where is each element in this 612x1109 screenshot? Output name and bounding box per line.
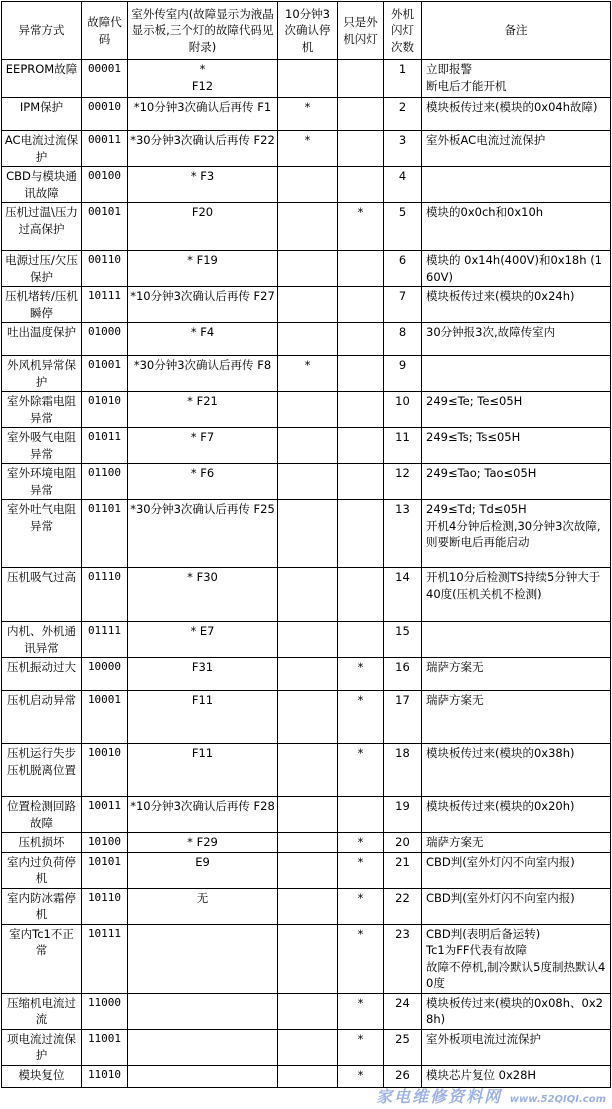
table-row bbox=[2, 691, 611, 744]
row-code: 01101 bbox=[82, 500, 128, 568]
row-code: 11000 bbox=[82, 993, 128, 1029]
row-flash-mark bbox=[338, 251, 384, 287]
row-code: 11010 bbox=[82, 1065, 128, 1087]
row-flash-mark bbox=[338, 622, 384, 658]
fault-code-table bbox=[1, 1, 611, 1088]
row-flash-mark bbox=[338, 131, 384, 167]
row-indoor-code bbox=[128, 993, 278, 1029]
row-code: 00010 bbox=[82, 98, 128, 131]
row-stop-mark bbox=[278, 203, 338, 251]
table-row bbox=[2, 98, 611, 131]
row-mode: 压机堵转/压机瞬停 bbox=[2, 287, 82, 323]
row-flash-mark bbox=[338, 60, 384, 98]
row-code: 00100 bbox=[82, 167, 128, 203]
row-note: 模块板传过来(模块的0x24h) bbox=[422, 287, 611, 323]
row-mode: 压缩机电流过流 bbox=[2, 993, 82, 1029]
row-mode: 内机、外机通讯异常 bbox=[2, 622, 82, 658]
row-code: 00001 bbox=[82, 60, 128, 98]
row-indoor-code bbox=[128, 1065, 278, 1087]
row-flash-count: 12 bbox=[384, 464, 422, 500]
header-stop: 10分钟3次确认停机 bbox=[278, 2, 338, 60]
row-flash-count: 8 bbox=[384, 323, 422, 356]
row-indoor-code: * F12 bbox=[128, 60, 278, 98]
row-stop-mark bbox=[278, 993, 338, 1029]
row-code: 10001 bbox=[82, 691, 128, 744]
watermark-url: www.52QIQI.com bbox=[509, 1094, 606, 1105]
row-indoor-code: *30分钟3次确认后再传 F22 bbox=[128, 131, 278, 167]
row-flash-count: 24 bbox=[384, 993, 422, 1029]
row-flash-mark bbox=[338, 287, 384, 323]
row-stop-mark bbox=[278, 833, 338, 853]
row-note: 室外板AC电流过流保护 bbox=[422, 131, 611, 167]
row-code: 01000 bbox=[82, 323, 128, 356]
header-flash: 只是外机闪灯 bbox=[338, 2, 384, 60]
row-note bbox=[422, 356, 611, 392]
row-flash-count: 4 bbox=[384, 167, 422, 203]
row-mode: EEPROM故障 bbox=[2, 60, 82, 98]
row-code: 01110 bbox=[82, 568, 128, 622]
row-flash-mark: * bbox=[338, 924, 384, 993]
row-flash-mark: * bbox=[338, 658, 384, 691]
table-row bbox=[2, 500, 611, 568]
row-flash-mark bbox=[338, 323, 384, 356]
row-code: 10111 bbox=[82, 924, 128, 993]
row-indoor-code: F11 bbox=[128, 691, 278, 744]
row-stop-mark bbox=[278, 1029, 338, 1065]
row-code: 00110 bbox=[82, 251, 128, 287]
row-indoor-code: *30分钟3次确认后再传 F8 bbox=[128, 356, 278, 392]
table-row bbox=[2, 888, 611, 924]
row-indoor-code: * F30 bbox=[128, 568, 278, 622]
table-row bbox=[2, 1029, 611, 1065]
row-note: 模块板传过来(模块的0x38h) bbox=[422, 744, 611, 797]
row-note: 模块的0x0ch和0x10h bbox=[422, 203, 611, 251]
row-code: 10101 bbox=[82, 852, 128, 888]
row-stop-mark bbox=[278, 924, 338, 993]
row-stop-mark bbox=[278, 167, 338, 203]
table-row bbox=[2, 833, 611, 853]
row-indoor-code: * F4 bbox=[128, 323, 278, 356]
header-count: 外机闪灯次数 bbox=[384, 2, 422, 60]
row-indoor-code: * E7 bbox=[128, 622, 278, 658]
row-flash-count: 6 bbox=[384, 251, 422, 287]
row-flash-count: 26 bbox=[384, 1065, 422, 1087]
row-stop-mark: * bbox=[278, 131, 338, 167]
row-indoor-code: *30分钟3次确认后再传 F25 bbox=[128, 500, 278, 568]
row-flash-mark: * bbox=[338, 1029, 384, 1065]
row-stop-mark bbox=[278, 500, 338, 568]
table-row bbox=[2, 568, 611, 622]
row-flash-mark bbox=[338, 464, 384, 500]
table-row bbox=[2, 203, 611, 251]
row-note: 模块板传过来(模块的0x08h、0x28h) bbox=[422, 993, 611, 1029]
row-note: 249≤Ts; Ts≤05H bbox=[422, 428, 611, 464]
table-row bbox=[2, 323, 611, 356]
row-stop-mark bbox=[278, 658, 338, 691]
row-mode: 室内Tc1不正常 bbox=[2, 924, 82, 993]
table-row bbox=[2, 356, 611, 392]
row-note: 249≤Tao; Tao≤05H bbox=[422, 464, 611, 500]
row-indoor-code: *10分钟3次确认后再传 F27 bbox=[128, 287, 278, 323]
row-indoor-code: E9 bbox=[128, 852, 278, 888]
row-flash-mark bbox=[338, 428, 384, 464]
row-code: 01001 bbox=[82, 356, 128, 392]
row-note: 瑞萨方案无 bbox=[422, 691, 611, 744]
row-indoor-code bbox=[128, 924, 278, 993]
row-code: 01100 bbox=[82, 464, 128, 500]
row-stop-mark bbox=[278, 323, 338, 356]
row-code: 10000 bbox=[82, 658, 128, 691]
row-code: 11001 bbox=[82, 1029, 128, 1065]
row-flash-count: 3 bbox=[384, 131, 422, 167]
row-stop-mark bbox=[278, 392, 338, 428]
row-note: 模块芯片复位 0x28H bbox=[422, 1065, 611, 1087]
row-flash-mark bbox=[338, 98, 384, 131]
row-mode: 压机损坏 bbox=[2, 833, 82, 853]
row-code: 01111 bbox=[82, 622, 128, 658]
site-watermark bbox=[376, 1084, 606, 1107]
row-code: 10100 bbox=[82, 833, 128, 853]
row-note: 室外板项电流过流保护 bbox=[422, 1029, 611, 1065]
row-code: 00011 bbox=[82, 131, 128, 167]
table-row bbox=[2, 131, 611, 167]
row-indoor-code: * F29 bbox=[128, 833, 278, 853]
header-code: 故障代码 bbox=[82, 2, 128, 60]
row-flash-mark: * bbox=[338, 888, 384, 924]
row-flash-mark bbox=[338, 568, 384, 622]
row-mode: 压机吸气过高 bbox=[2, 568, 82, 622]
table-row bbox=[2, 392, 611, 428]
table-row bbox=[2, 464, 611, 500]
row-flash-mark: * bbox=[338, 744, 384, 797]
table-row bbox=[2, 60, 611, 98]
row-indoor-code: F31 bbox=[128, 658, 278, 691]
row-note: 开机10分后检测TS持续5分钟大于 40度(压机关机不检测) bbox=[422, 568, 611, 622]
row-mode: 压机过温\压力过高保护 bbox=[2, 203, 82, 251]
row-stop-mark bbox=[278, 622, 338, 658]
row-mode: 压机启动异常 bbox=[2, 691, 82, 744]
row-note: CBD判(室外灯闪不向室内报) bbox=[422, 852, 611, 888]
row-indoor-code: F20 bbox=[128, 203, 278, 251]
watermark-text: 家电维修资料网 bbox=[376, 1087, 503, 1106]
row-note bbox=[422, 167, 611, 203]
row-stop-mark bbox=[278, 568, 338, 622]
row-code: 10111 bbox=[82, 287, 128, 323]
row-note: 模块的 0x14h(400V)和0x18h (160V) bbox=[422, 251, 611, 287]
row-code: 01011 bbox=[82, 428, 128, 464]
row-flash-count: 23 bbox=[384, 924, 422, 993]
row-note: 249≤Td; Td≤05H 开机4分钟后检测,30分钟3次故障,则要断电后再能启动 bbox=[422, 500, 611, 568]
row-indoor-code: * F21 bbox=[128, 392, 278, 428]
row-flash-count: 22 bbox=[384, 888, 422, 924]
row-stop-mark bbox=[278, 464, 338, 500]
row-mode: 压机运行失步 压机脱离位置 bbox=[2, 744, 82, 797]
row-flash-count: 18 bbox=[384, 744, 422, 797]
table-row bbox=[2, 852, 611, 888]
row-mode: 模块复位 bbox=[2, 1065, 82, 1087]
row-indoor-code: * F7 bbox=[128, 428, 278, 464]
row-flash-count: 21 bbox=[384, 852, 422, 888]
row-stop-mark bbox=[278, 888, 338, 924]
table-row bbox=[2, 924, 611, 993]
row-flash-count: 5 bbox=[384, 203, 422, 251]
row-note: CBD判(室外灯闪不向室内报) bbox=[422, 888, 611, 924]
row-flash-count: 2 bbox=[384, 98, 422, 131]
row-flash-mark bbox=[338, 167, 384, 203]
row-flash-count: 19 bbox=[384, 797, 422, 833]
row-flash-count: 7 bbox=[384, 287, 422, 323]
row-flash-count: 9 bbox=[384, 356, 422, 392]
table-row bbox=[2, 251, 611, 287]
row-indoor-code: *10分钟3次确认后再传 F28 bbox=[128, 797, 278, 833]
row-stop-mark bbox=[278, 744, 338, 797]
row-mode: 电源过压/欠压保护 bbox=[2, 251, 82, 287]
header-mode: 异常方式 bbox=[2, 2, 82, 60]
row-stop-mark bbox=[278, 852, 338, 888]
table-row bbox=[2, 622, 611, 658]
header-indoor: 室外传室内(故障显示为液晶显示板,三个灯的故障代码见附录) bbox=[128, 2, 278, 60]
table-row bbox=[2, 993, 611, 1029]
row-code: 10110 bbox=[82, 888, 128, 924]
row-flash-count: 13 bbox=[384, 500, 422, 568]
row-mode: 外风机异常保护 bbox=[2, 356, 82, 392]
row-flash-mark: * bbox=[338, 203, 384, 251]
row-stop-mark bbox=[278, 287, 338, 323]
row-flash-count: 16 bbox=[384, 658, 422, 691]
row-mode: 吐出温度保护 bbox=[2, 323, 82, 356]
row-flash-mark: * bbox=[338, 1065, 384, 1087]
table-row bbox=[2, 658, 611, 691]
row-stop-mark bbox=[278, 691, 338, 744]
row-mode: 室外环境电阻异常 bbox=[2, 464, 82, 500]
row-flash-count: 15 bbox=[384, 622, 422, 658]
row-mode: 室外除霜电阻异常 bbox=[2, 392, 82, 428]
row-note: 瑞萨方案无 bbox=[422, 658, 611, 691]
row-code: 10010 bbox=[82, 744, 128, 797]
row-flash-count: 10 bbox=[384, 392, 422, 428]
row-flash-count: 14 bbox=[384, 568, 422, 622]
row-stop-mark bbox=[278, 428, 338, 464]
row-flash-mark bbox=[338, 392, 384, 428]
row-stop-mark bbox=[278, 797, 338, 833]
row-mode: 室外吸气电阻异常 bbox=[2, 428, 82, 464]
row-flash-mark: * bbox=[338, 993, 384, 1029]
header-row bbox=[2, 2, 611, 60]
row-flash-mark bbox=[338, 500, 384, 568]
row-mode: CBD与模块通讯故障 bbox=[2, 167, 82, 203]
row-flash-count: 17 bbox=[384, 691, 422, 744]
row-flash-count: 1 bbox=[384, 60, 422, 98]
row-note: 模块板传过来(模块的0x20h) bbox=[422, 797, 611, 833]
table-row bbox=[2, 428, 611, 464]
table-row bbox=[2, 744, 611, 797]
row-mode: 室内防冰霜停机 bbox=[2, 888, 82, 924]
row-mode: 位置检测回路故障 bbox=[2, 797, 82, 833]
row-mode: AC电流过流保护 bbox=[2, 131, 82, 167]
header-note: 备注 bbox=[422, 2, 611, 60]
row-note: CBD判(表明后备运转) Tc1为FF代表有故障 故障不停机,制冷默认5度制热默认40度 bbox=[422, 924, 611, 993]
row-note bbox=[422, 622, 611, 658]
row-flash-count: 11 bbox=[384, 428, 422, 464]
row-note: 模块板传过来(模块的0x04h故障) bbox=[422, 98, 611, 131]
table-row bbox=[2, 797, 611, 833]
row-indoor-code: 无 bbox=[128, 888, 278, 924]
row-stop-mark bbox=[278, 251, 338, 287]
row-mode: 项电流过流保护 bbox=[2, 1029, 82, 1065]
row-flash-mark: * bbox=[338, 852, 384, 888]
row-flash-count: 20 bbox=[384, 833, 422, 853]
row-flash-mark bbox=[338, 356, 384, 392]
row-indoor-code: * F3 bbox=[128, 167, 278, 203]
row-flash-count: 25 bbox=[384, 1029, 422, 1065]
row-mode: 室外吐气电阻异常 bbox=[2, 500, 82, 568]
row-indoor-code bbox=[128, 1029, 278, 1065]
row-mode: 室内过负荷停机 bbox=[2, 852, 82, 888]
row-note: 瑞萨方案无 bbox=[422, 833, 611, 853]
table-row bbox=[2, 287, 611, 323]
row-indoor-code: * F19 bbox=[128, 251, 278, 287]
row-stop-mark bbox=[278, 1065, 338, 1087]
row-flash-mark bbox=[338, 797, 384, 833]
row-note: 立即报警 断电后才能开机 bbox=[422, 60, 611, 98]
table-row bbox=[2, 167, 611, 203]
row-note: 30分钟报3次,故障传室内 bbox=[422, 323, 611, 356]
row-note: 249≤Te; Te≤05H bbox=[422, 392, 611, 428]
row-code: 00101 bbox=[82, 203, 128, 251]
row-code: 01010 bbox=[82, 392, 128, 428]
row-flash-mark: * bbox=[338, 691, 384, 744]
row-mode: IPM保护 bbox=[2, 98, 82, 131]
row-code: 10011 bbox=[82, 797, 128, 833]
row-flash-mark: * bbox=[338, 833, 384, 853]
row-indoor-code: *10分钟3次确认后再传 F1 bbox=[128, 98, 278, 131]
row-stop-mark: * bbox=[278, 98, 338, 131]
row-stop-mark bbox=[278, 60, 338, 98]
row-indoor-code: * F6 bbox=[128, 464, 278, 500]
row-mode: 压机振动过大 bbox=[2, 658, 82, 691]
row-stop-mark: * bbox=[278, 356, 338, 392]
row-indoor-code: F11 bbox=[128, 744, 278, 797]
